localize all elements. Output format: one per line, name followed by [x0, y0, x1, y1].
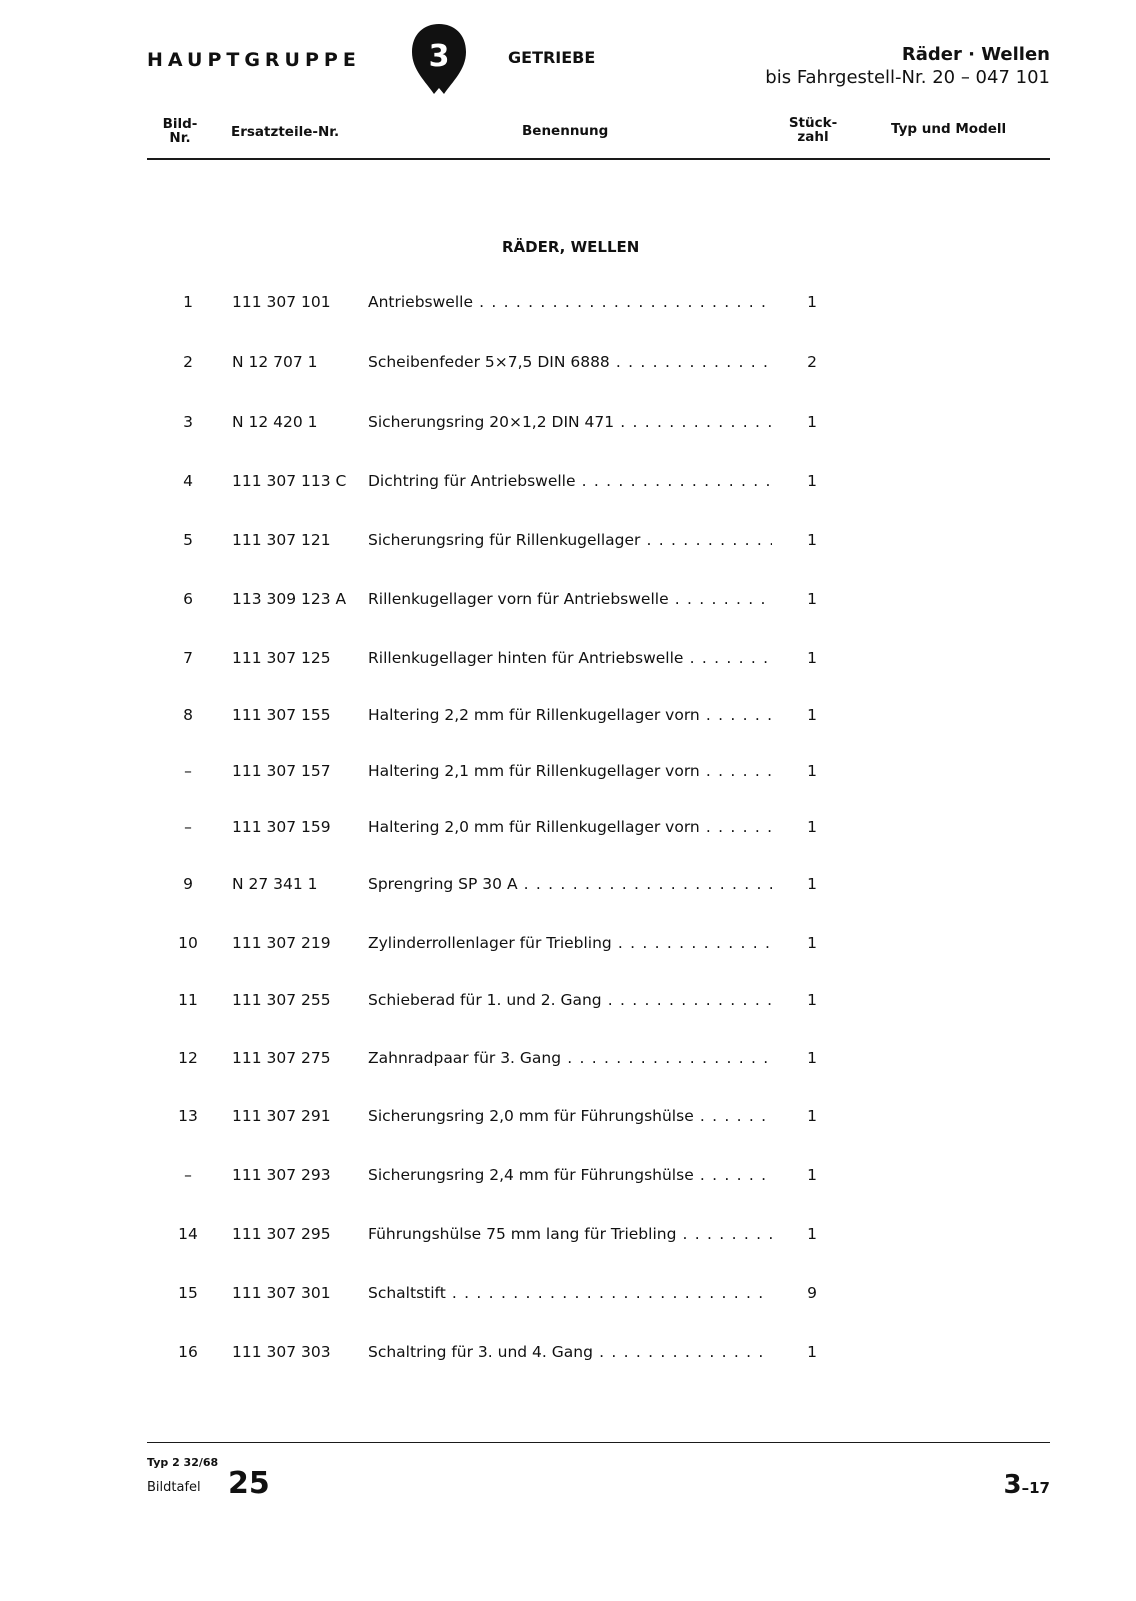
row-stueckzahl: 1 [807, 413, 817, 431]
table-row [0, 1284, 1136, 1308]
row-ersatzteile-nr: 111 307 121 [232, 531, 331, 549]
column-header-stueck-line2: zahl [797, 129, 829, 145]
row-benennung: Rillenkugellager vorn für Antriebswelle . . . [368, 590, 772, 608]
column-header-ersatzteile-nr: Ersatzteile-Nr. [231, 124, 340, 140]
row-stueckzahl: 1 [807, 934, 817, 952]
row-ersatzteile-nr: 111 307 303 [232, 1343, 331, 1361]
page-number [1004, 1470, 1050, 1500]
row-bild-nr: 16 [178, 1343, 198, 1361]
group-badge-shape [410, 22, 468, 96]
row-stueckzahl: 1 [807, 1049, 817, 1067]
row-benennung: Zylinderrollenlager für Triebling . . . [368, 934, 772, 952]
row-benennung: Schaltring für 3. und 4. Gang . . . [368, 1343, 772, 1361]
row-bild-nr: 2 [183, 353, 193, 371]
row-ersatzteile-nr: 111 307 101 [232, 293, 331, 311]
row-bild-nr: 4 [183, 472, 193, 490]
row-benennung: Haltering 2,2 mm für Rillenkugellager vorn . . . [368, 706, 772, 724]
table-row [0, 1166, 1136, 1190]
row-benennung: Haltering 2,0 mm für Rillenkugellager vorn . . . [368, 818, 772, 836]
table-row [0, 818, 1136, 842]
row-benennung: Sicherungsring 2,4 mm für Führungshülse . . . [368, 1166, 772, 1184]
row-benennung: Sicherungsring für Rillenkugellager . . . [368, 531, 772, 549]
row-ersatzteile-nr: 111 307 293 [232, 1166, 331, 1184]
row-ersatzteile-nr: N 12 420 1 [232, 413, 318, 431]
row-bild-nr: 8 [183, 706, 193, 724]
row-bild-nr: 15 [178, 1284, 198, 1302]
row-ersatzteile-nr: 111 307 301 [232, 1284, 331, 1302]
table-row [0, 353, 1136, 377]
footer-bildtafel-label: Bildtafel [147, 1480, 201, 1495]
row-ersatzteile-nr: 111 307 159 [232, 818, 331, 836]
table-row [0, 706, 1136, 730]
group-number-badge [410, 22, 468, 96]
section-subheading: RÄDER, WELLEN [502, 238, 640, 256]
page-number-main: 3 [1003, 1470, 1022, 1500]
row-benennung: Dichtring für Antriebswelle . . . [368, 472, 772, 490]
row-bild-nr: 9 [183, 875, 193, 893]
row-stueckzahl: 1 [807, 706, 817, 724]
row-stueckzahl: 1 [807, 590, 817, 608]
row-ersatzteile-nr: 111 307 219 [232, 934, 331, 952]
row-benennung: Haltering 2,1 mm für Rillenkugellager vorn . . . [368, 762, 772, 780]
row-bild-nr: 11 [178, 991, 198, 1009]
section-subtitle: bis Fahrgestell-Nr. 20 – 047 101 [765, 67, 1050, 88]
table-row [0, 531, 1136, 555]
row-stueckzahl: 1 [807, 991, 817, 1009]
row-bild-nr: 3 [183, 413, 193, 431]
table-row [0, 590, 1136, 614]
table-row [0, 1343, 1136, 1367]
row-bild-nr: – [184, 762, 192, 780]
footer-divider [147, 1442, 1050, 1443]
row-stueckzahl: 1 [807, 1166, 817, 1184]
row-benennung: Zahnradpaar für 3. Gang . . . [368, 1049, 772, 1067]
row-benennung: Sprengring SP 30 A . . . [368, 875, 772, 893]
row-benennung: Sicherungsring 20×1,2 DIN 471 . . . [368, 413, 772, 431]
row-benennung: Rillenkugellager hinten für Antriebswelle . . . [368, 649, 772, 667]
footer-bildtafel-number: 25 [228, 1466, 270, 1501]
row-stueckzahl: 9 [807, 1284, 817, 1302]
row-stueckzahl: 1 [807, 875, 817, 893]
row-bild-nr: 1 [183, 293, 193, 311]
row-bild-nr: 13 [178, 1107, 198, 1125]
row-bild-nr: 10 [178, 934, 198, 952]
column-header-stueckzahl [785, 116, 841, 144]
row-ersatzteile-nr: 111 307 295 [232, 1225, 331, 1243]
table-row [0, 991, 1136, 1015]
row-stueckzahl: 1 [807, 1107, 817, 1125]
table-row [0, 1107, 1136, 1131]
row-ersatzteile-nr: 113 309 123 A [232, 590, 347, 608]
row-ersatzteile-nr: 111 307 155 [232, 706, 331, 724]
row-stueckzahl: 2 [807, 353, 817, 371]
row-ersatzteile-nr: 111 307 157 [232, 762, 331, 780]
row-benennung: Sicherungsring 2,0 mm für Führungshülse . . . [368, 1107, 772, 1125]
table-row [0, 472, 1136, 496]
table-row [0, 293, 1136, 317]
page-number-sub: –17 [1021, 1479, 1050, 1497]
group-title: GETRIEBE [508, 48, 596, 67]
column-header-bild-nr [150, 117, 210, 145]
row-bild-nr: – [184, 1166, 192, 1184]
row-bild-nr: 12 [178, 1049, 198, 1067]
row-ersatzteile-nr: 111 307 275 [232, 1049, 331, 1067]
table-row [0, 649, 1136, 673]
row-benennung: Führungshülse 75 mm lang für Triebling . . . [368, 1225, 772, 1243]
row-benennung: Schieberad für 1. und 2. Gang . . . [368, 991, 772, 1009]
column-header-bild-line2: Nr. [169, 130, 191, 146]
row-stueckzahl: 1 [807, 293, 817, 311]
table-row [0, 934, 1136, 958]
row-ersatzteile-nr: 111 307 125 [232, 649, 331, 667]
table-row [0, 413, 1136, 437]
group-label: HAUPTGRUPPE [147, 49, 361, 71]
row-stueckzahl: 1 [807, 649, 817, 667]
row-benennung: Scheibenfeder 5×7,5 DIN 6888 . . . [368, 353, 772, 371]
column-header-benennung: Benennung [522, 123, 609, 139]
row-ersatzteile-nr: 111 307 291 [232, 1107, 331, 1125]
table-row [0, 1049, 1136, 1073]
row-stueckzahl: 1 [807, 762, 817, 780]
group-number: 3 [428, 39, 450, 74]
row-ersatzteile-nr: N 12 707 1 [232, 353, 318, 371]
row-ersatzteile-nr: 111 307 113 C [232, 472, 347, 490]
row-bild-nr: – [184, 818, 192, 836]
row-ersatzteile-nr: 111 307 255 [232, 991, 331, 1009]
table-row [0, 875, 1136, 899]
column-header-stueck-line1: Stück- [788, 115, 838, 131]
row-bild-nr: 14 [178, 1225, 198, 1243]
section-title: Räder · Wellen [901, 44, 1050, 65]
row-stueckzahl: 1 [807, 818, 817, 836]
table-row [0, 1225, 1136, 1249]
row-bild-nr: 7 [183, 649, 193, 667]
column-header-typ-modell: Typ und Modell [891, 121, 1007, 137]
row-ersatzteile-nr: N 27 341 1 [232, 875, 318, 893]
header-divider [147, 158, 1050, 160]
row-benennung: Antriebswelle . . . [368, 293, 772, 311]
footer-typ: Typ 2 32/68 [147, 1456, 219, 1469]
column-header-bild-line1: Bild- [162, 116, 198, 132]
row-stueckzahl: 1 [807, 472, 817, 490]
table-row [0, 762, 1136, 786]
row-stueckzahl: 1 [807, 1225, 817, 1243]
row-bild-nr: 6 [183, 590, 193, 608]
row-bild-nr: 5 [183, 531, 193, 549]
row-stueckzahl: 1 [807, 1343, 817, 1361]
row-benennung: Schaltstift . . . [368, 1284, 772, 1302]
row-stueckzahl: 1 [807, 531, 817, 549]
